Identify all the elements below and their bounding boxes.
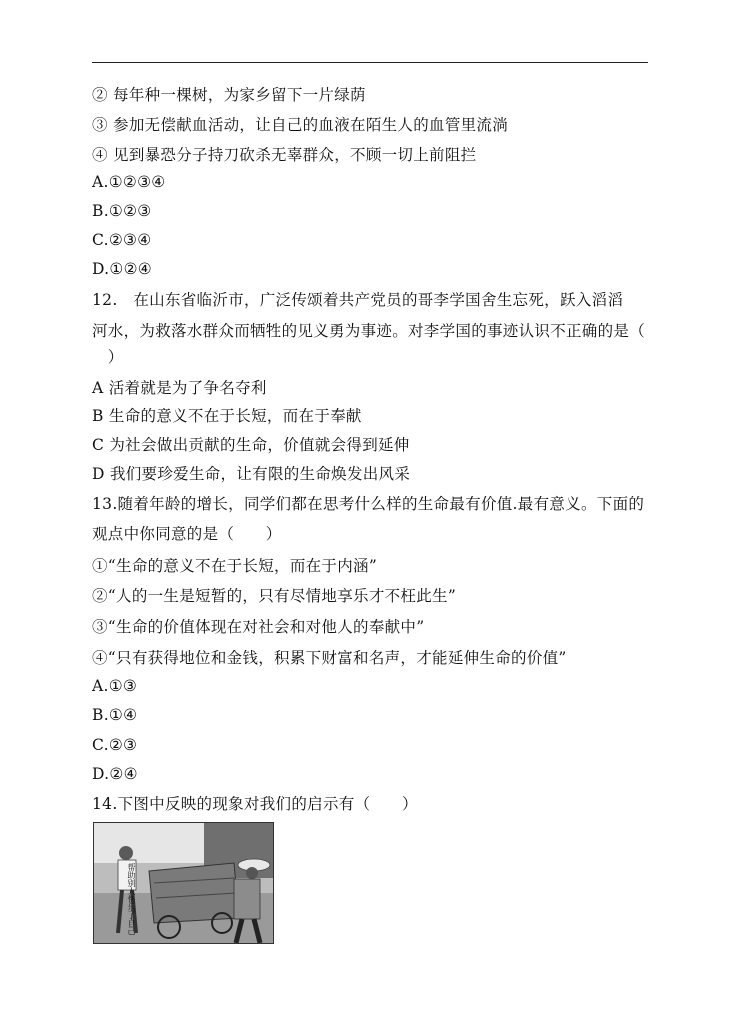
option-2-line: ② 每年种一棵树，为家乡留下一片绿荫: [92, 86, 366, 104]
choice-d: D.①②④: [92, 260, 152, 278]
question-14-photo: [93, 822, 274, 944]
question-13-line-2: 观点中你同意的是（ ）: [92, 525, 282, 543]
photo-caption: 帮助别人快乐了自己: [127, 863, 136, 935]
question-12-bracket: ）: [92, 348, 124, 366]
question-13-line-1: 13.随着年龄的增长，同学们都在思考什么样的生命最有价值.最有意义。下面的: [92, 495, 645, 513]
q13-statement-3: ③“生命的价值体现在对社会和对他人的奉献中”: [92, 618, 425, 636]
q13-choice-a: A.①③: [92, 677, 138, 695]
header-rule: [92, 62, 648, 63]
q12-choice-b: B 生命的意义不在于长短，而在于奉献: [92, 407, 362, 425]
q12-choice-a: A 活着就是为了争名夺利: [92, 379, 267, 397]
q12-choice-d: D 我们要珍爱生命，让有限的生命焕发出风采: [92, 465, 411, 483]
choice-c: C.②③④: [92, 231, 152, 249]
q12-choice-c: C 为社会做出贡献的生命，价值就会得到延伸: [92, 436, 410, 454]
option-4-line: ④ 见到暴恐分子持刀砍杀无辜群众，不顾一切上前阻拦: [92, 146, 477, 164]
option-3-line: ③ 参加无偿献血活动，让自己的血液在陌生人的血管里流淌: [92, 116, 509, 134]
q13-statement-2: ②“人的一生是短暂的，只有尽情地享乐才不枉此生”: [92, 587, 457, 605]
question-12-line-2: 河水，为救落水群众而牺牲的见义勇为事迹。对李学国的事迹认识不正确的是（: [92, 322, 646, 340]
q13-statement-4: ④“只有获得地位和金钱，积累下财富和名声，才能延伸生命的价值”: [92, 649, 567, 667]
q13-statement-1: ①“生命的意义不在于长短，而在于内涵”: [92, 557, 378, 575]
q13-choice-b: B.①④: [92, 706, 138, 724]
q13-choice-d: D.②④: [92, 765, 138, 783]
question-12-line-1: 12. 在山东省临沂市，广泛传颂着共产党员的哥李学国舍生忘死，跃入滔滔: [92, 291, 624, 309]
choice-b: B.①②③: [92, 202, 152, 220]
choice-a: A.①②③④: [92, 173, 166, 191]
q13-choice-c: C.②③: [92, 736, 138, 754]
question-14-line: 14.下图中反映的现象对我们的启示有（ ）: [92, 795, 418, 813]
